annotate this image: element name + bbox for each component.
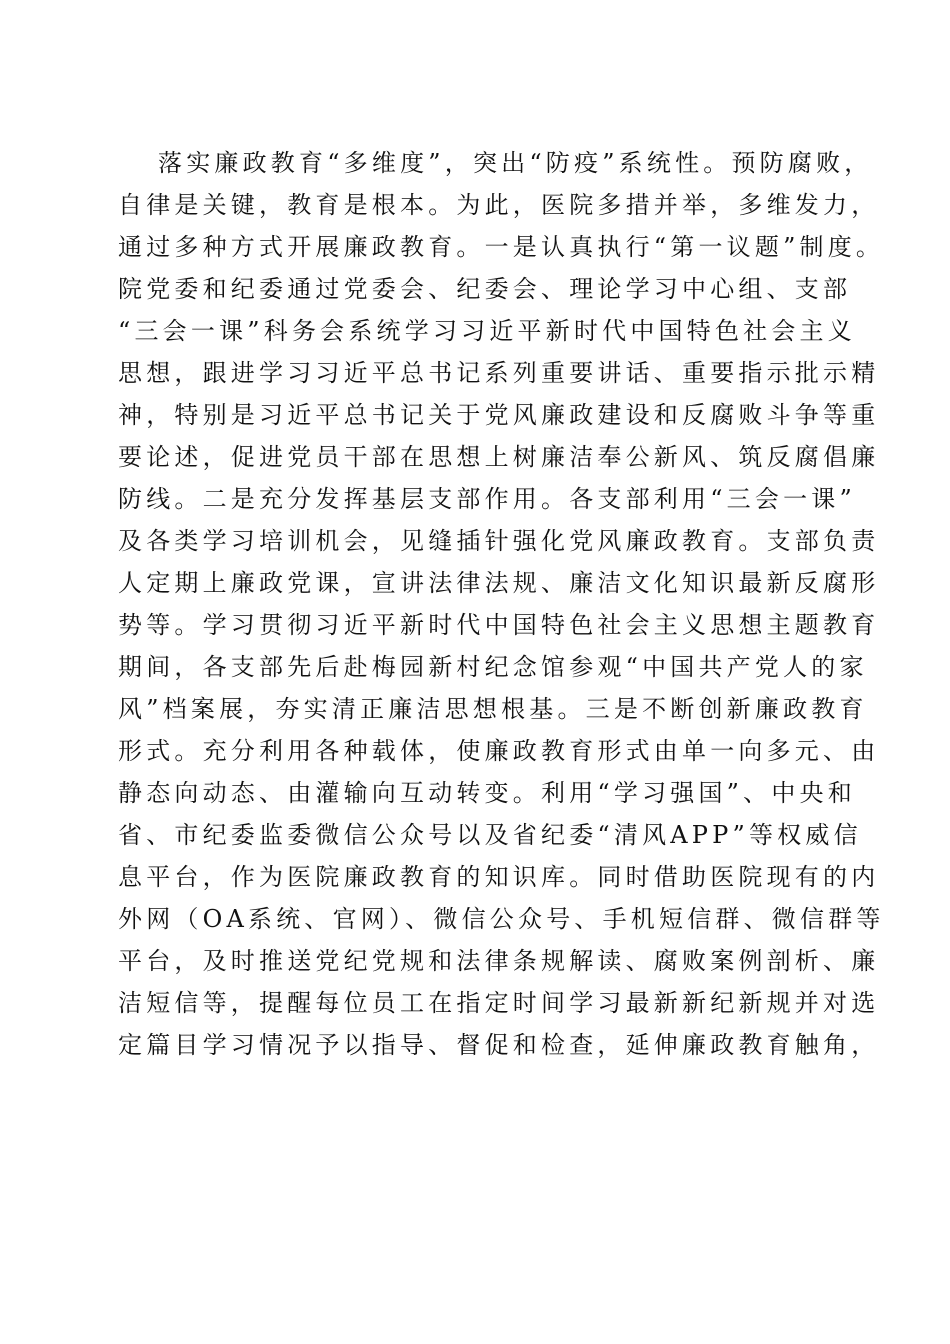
- paragraph-line: 定篇目学习情况予以指导、督促和检查，延伸廉政教育触角，: [118, 1031, 880, 1059]
- paragraph-line: 防线。二是充分发挥基层支部作用。各支部利用“三会一课”: [118, 485, 856, 513]
- paragraph-line: 平台，及时推送党纪党规和法律条规解读、腐败案例剖析、廉: [118, 947, 880, 975]
- paragraph-line: 人定期上廉政党课，宣讲法律法规、廉洁文化知识最新反腐形: [118, 569, 880, 597]
- paragraph-line: 落实廉政教育“多维度”，突出“防疫”系统性。预防腐败，: [158, 149, 873, 177]
- paragraph-line: 风”档案展，夯实清正廉洁思想根基。三是不断创新廉政教育: [118, 695, 868, 723]
- paragraph-line: 息平台，作为医院廉政教育的知识库。同时借助医院现有的内: [118, 863, 880, 891]
- paragraph-line: 势等。学习贯彻习近平新时代中国特色社会主义思想主题教育: [118, 611, 880, 639]
- paragraph-line: 要论述，促进党员干部在思想上树廉洁奉公新风、筑反腐倡廉: [118, 443, 880, 471]
- paragraph-line: 及各类学习培训机会，见缝插针强化党风廉政教育。支部负责: [118, 527, 880, 555]
- paragraph-line: 静态向动态、由灌输向互动转变。利用“学习强国”、中央和: [118, 779, 856, 807]
- paragraph-line: 洁短信等，提醒每位员工在指定时间学习最新新纪新规并对选: [118, 989, 880, 1017]
- paragraph-line: 形式。充分利用各种载体，使廉政教育形式由单一向多元、由: [118, 737, 880, 765]
- paragraph-line: 外网（OA系统、官网）、微信公众号、手机短信群、微信群等: [118, 905, 885, 933]
- paragraph-line: 院党委和纪委通过党委会、纪委会、理论学习中心组、支部: [118, 275, 852, 303]
- paragraph-line: 神，特别是习近平总书记关于党风廉政建设和反腐败斗争等重: [118, 401, 880, 429]
- paragraph-line: “三会一课”科务会系统学习习近平新时代中国特色社会主义: [118, 317, 856, 345]
- paragraph-line: 自律是关键，教育是根本。为此，医院多措并举，多维发力，: [118, 191, 880, 219]
- paragraph-line: 思想，跟进学习习近平总书记系列重要讲话、重要指示批示精: [118, 359, 880, 387]
- paragraph-line: 期间，各支部先后赴梅园新村纪念馆参观“中国共产党人的家: [118, 653, 868, 681]
- paragraph-line: 省、市纪委监委微信公众号以及省纪委“清风APP”等权威信: [118, 821, 862, 849]
- paragraph-line: 通过多种方式开展廉政教育。一是认真执行“第一议题”制度。: [118, 233, 885, 261]
